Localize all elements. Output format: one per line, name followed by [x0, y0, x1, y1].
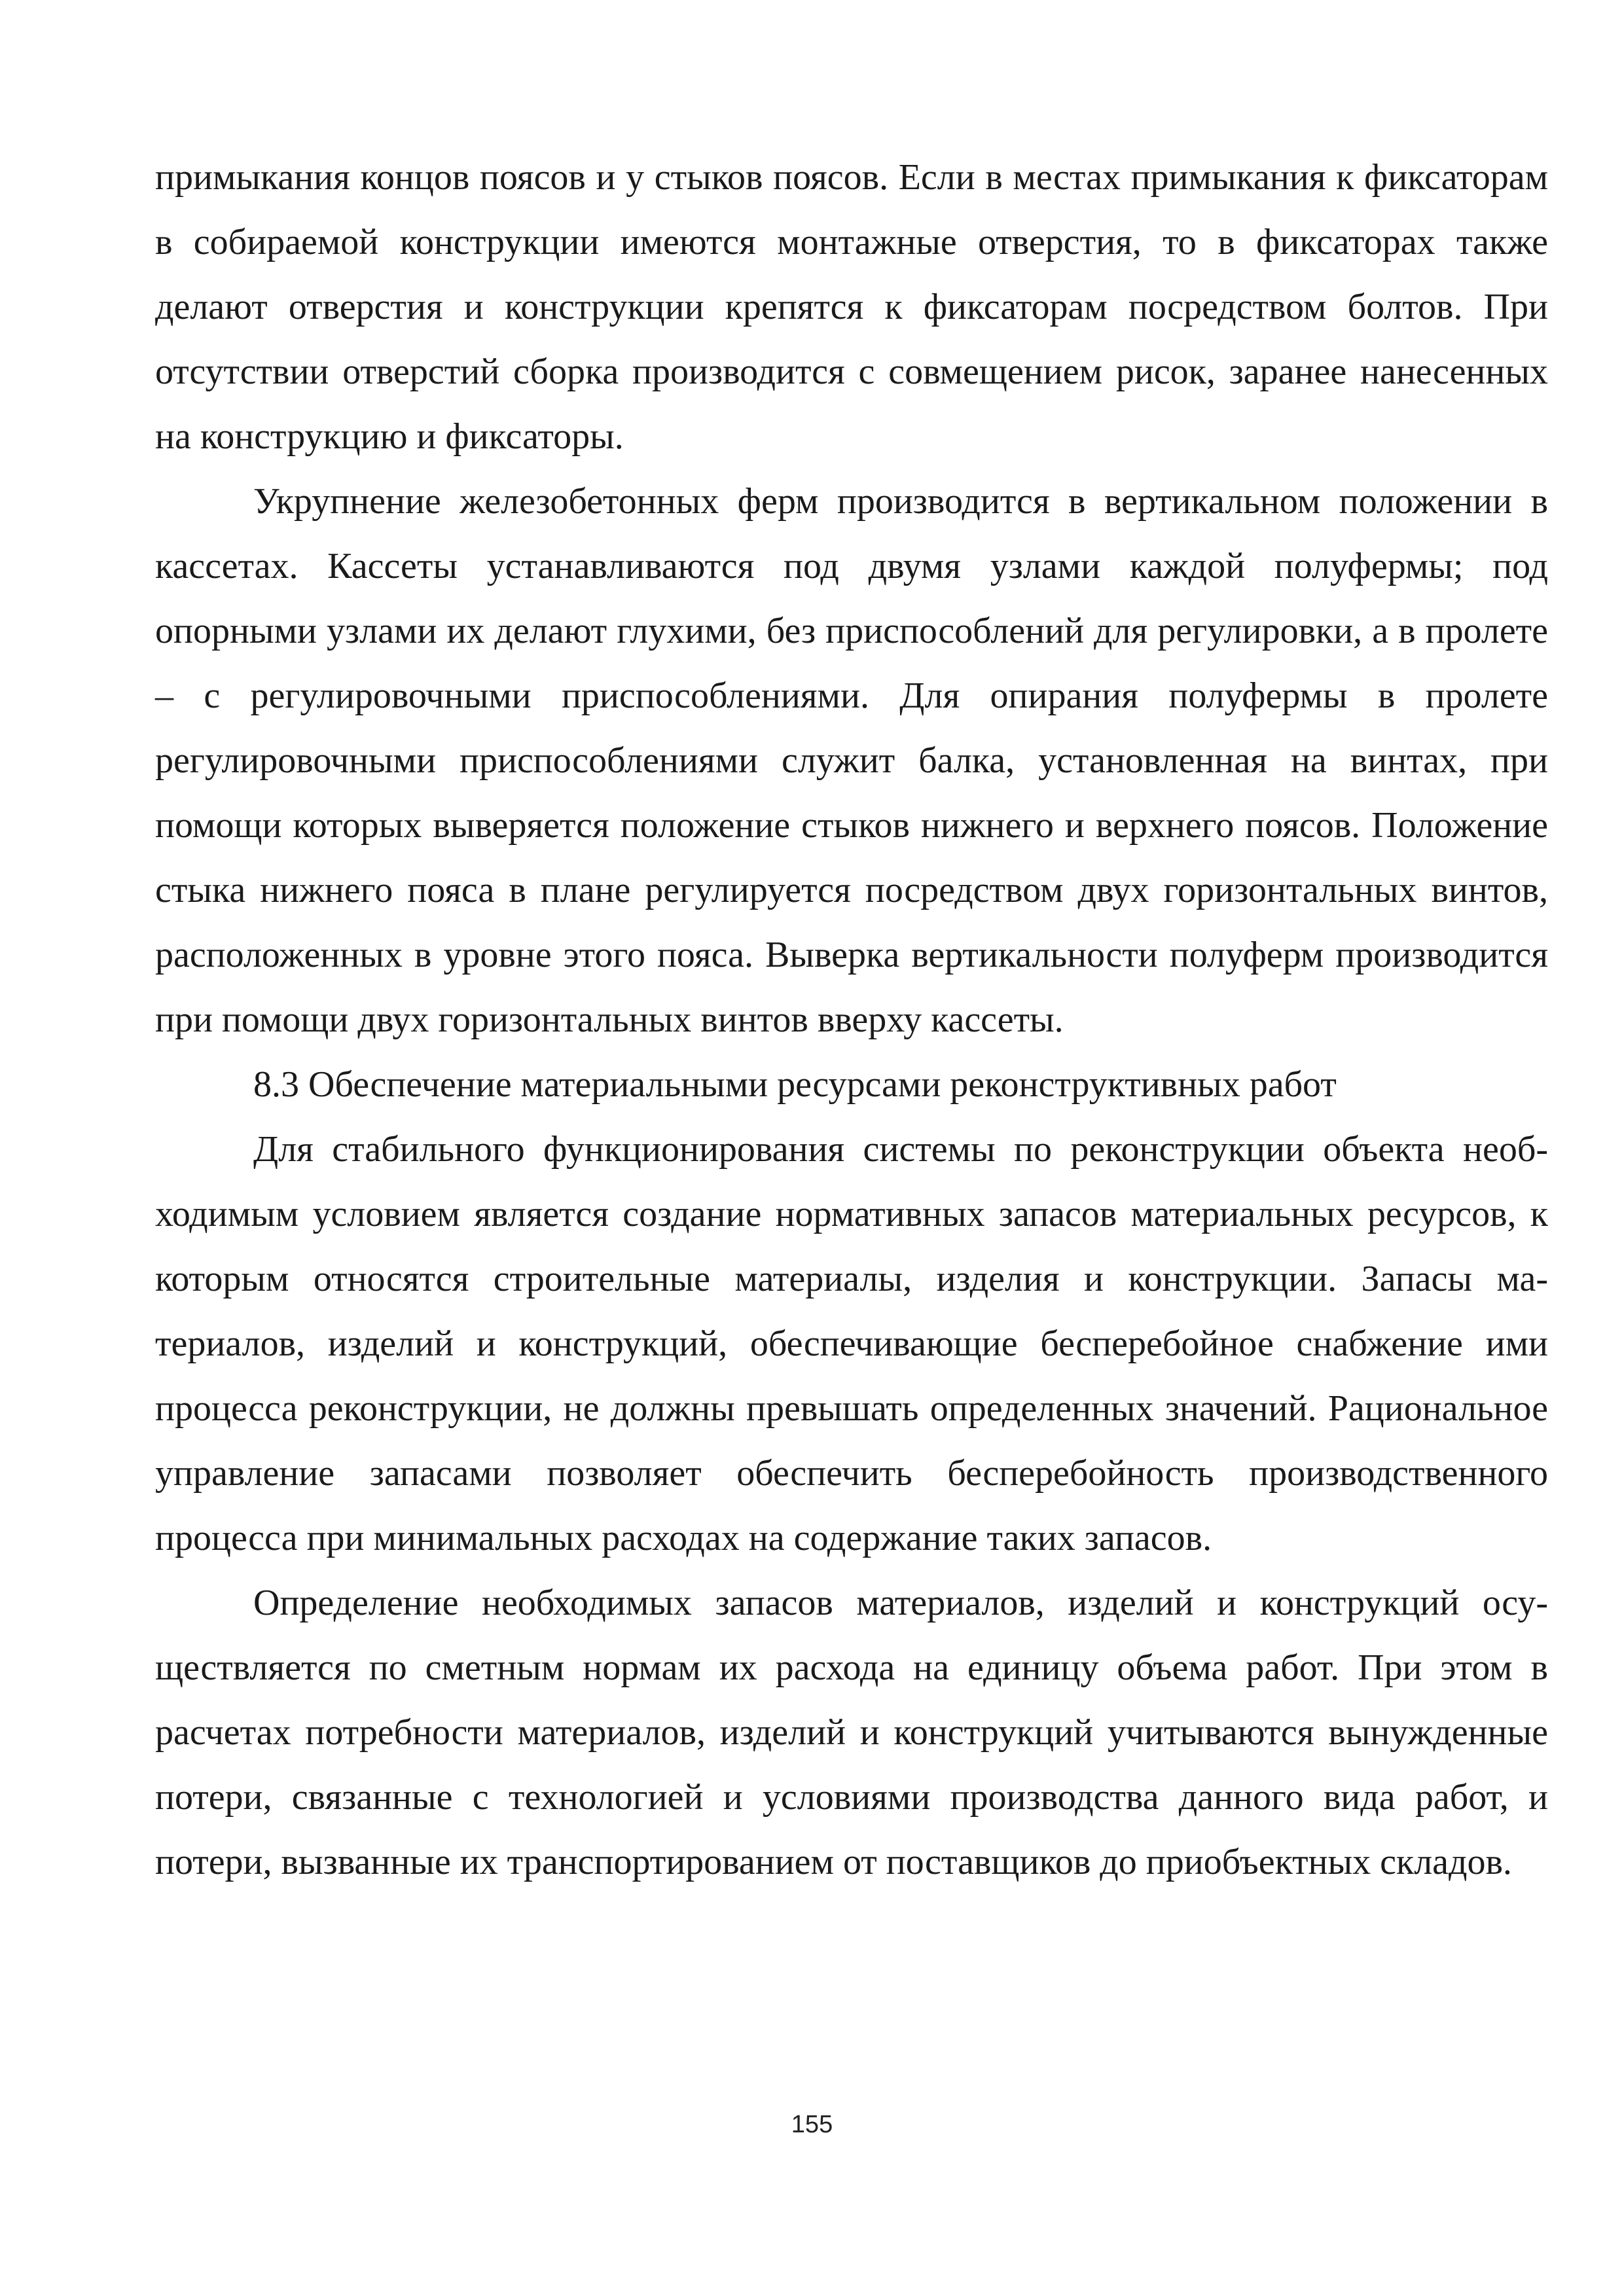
page-body — [155, 145, 1548, 1895]
section-heading: 8.3 Обеспечение материальными ресурсами реконструктивных работ — [253, 1064, 1337, 1105]
page-number: 155 — [791, 2111, 833, 2138]
paragraph-material-reserves: Для стабильного функционирования системы по реконструкции объекта необходимым условием является создание нормативных запасов материальных ресурсов, к которым относятся строительные материалы, изделия и конструкции. Запасы материалов, изделий и конструкций, обеспечивающие бесперебойное снабжение ими процесса реконструкции, не должны превышать определенных значений. Рациональное управление запасами позволяет обеспечить бесперебойность производственного процесса при минимальных расходах на содержание таких запасов. — [155, 1129, 1548, 1558]
paragraph-truss-enlargement: Укрупнение железобетонных ферм производится в вертикальном положении в кассетах. Кассеты устанавливаются под двумя узлами каждой полуфермы; под опорными узлами их делают глухими, без приспособлений для регулировки, а в пролете – с регулировочными приспособлениями. Для опирания полуфермы в пролете регулировочными приспособлениями служит балка, установленная на винтах, при помощи которых выверяется положение стыков нижнего и верхнего поясов. Положение стыка нижнего пояса в плане регулируется посредством двух горизонтальных винтов, расположенных в уровне этого пояса. Выверка вертикальности полуферм производится при помощи двух горизонтальных винтов вверху кассеты. — [155, 481, 1548, 1040]
paragraph-reserve-determination: Определение необходимых запасов материалов, изделий и конструкций осуществляется по сметным нормам их расхода на единицу объема работ. При этом в расчетах потребности материалов, изделий и конструкций учитываются вынужденные потери, связанные с технологией и условиями производства данного вида работ, и потери, вызванные их транспортированием от поставщиков до приобъектных складов. — [155, 1583, 1548, 1882]
paragraph-continuation: примыкания концов поясов и у стыков поясов. Если в местах примыкания к фиксаторам в собираемой конструкции имеются монтажные отверстия, то в фиксаторах также делают отверстия и конструкции крепятся к фиксаторам посредством болтов. При отсутствии отверстий сборка производится с совмещением рисок, заранее нанесенных на конструкцию и фиксаторы. — [155, 157, 1548, 457]
